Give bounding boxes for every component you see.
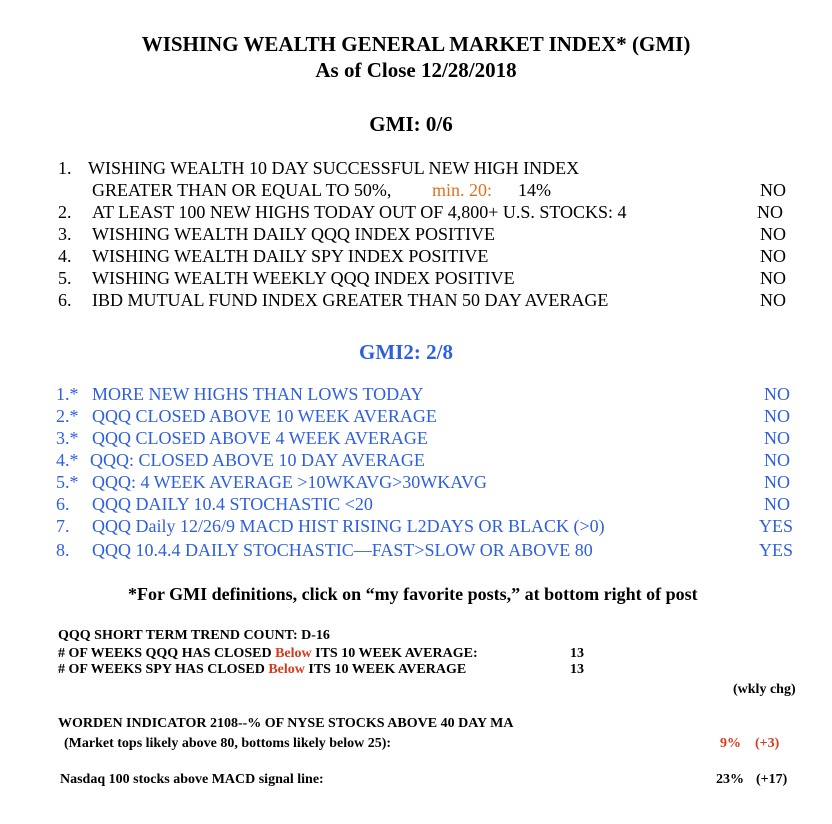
gmi-item-text: WISHING WEALTH DAILY SPY INDEX POSITIVE <box>92 246 489 266</box>
gmi-item-number: 2. <box>58 202 72 222</box>
gmi2-item-8 <box>0 540 832 562</box>
spy-weeks-below-line <box>58 662 466 678</box>
gmi2-item-value: NO <box>764 384 790 404</box>
gmi2-item-value: NO <box>764 450 790 470</box>
gmi-item-text: WISHING WEALTH WEEKLY QQQ INDEX POSITIVE <box>92 268 515 288</box>
gmi2-item-text: QQQ DAILY 10.4 STOCHASTIC <20 <box>92 494 373 514</box>
gmi2-item-value: YES <box>759 540 794 560</box>
gmi2-item-value: NO <box>764 494 790 514</box>
gmi-item-5 <box>0 268 832 290</box>
qqq-below-word: Below <box>275 646 312 661</box>
spy-weeks-suffix: ITS 10 WEEK AVERAGE <box>308 662 467 677</box>
gmi-item-number: 1. <box>58 158 72 178</box>
gmi-item-3 <box>0 224 832 246</box>
gmi2-item-5 <box>0 472 832 494</box>
gmi-item-4 <box>0 246 832 268</box>
gmi-score: GMI: 0/6 <box>369 112 453 136</box>
short-term-trend-count: QQQ SHORT TERM TREND COUNT: D-16 <box>58 628 330 643</box>
gmi2-item-text: QQQ: CLOSED ABOVE 10 DAY AVERAGE <box>90 450 425 470</box>
gmi2-item-number: 4.* <box>56 450 79 470</box>
worden-indicator-change: (+3) <box>755 736 780 751</box>
qqq-weeks-label: # OF WEEKS QQQ HAS CLOSED <box>58 646 272 661</box>
gmi2-score: GMI2: 2/8 <box>359 340 453 364</box>
gmi-item-text: IBD MUTUAL FUND INDEX GREATER THAN 50 DAY AVERAGE <box>92 290 609 310</box>
spy-below-word: Below <box>268 662 305 677</box>
gmi-item-value: NO <box>760 290 786 310</box>
nasdaq-macd-change: (+17) <box>756 772 788 787</box>
page-title: WISHING WEALTH GENERAL MARKET INDEX* (GMI) <box>141 32 691 56</box>
gmi2-item-4 <box>0 450 832 472</box>
gmi2-item-number: 2.* <box>56 406 79 426</box>
gmi2-item-number: 5.* <box>56 472 79 492</box>
gmi2-item-number: 6. <box>56 494 70 514</box>
page-subtitle: As of Close 12/28/2018 <box>315 58 517 82</box>
gmi-item-6 <box>0 290 832 312</box>
gmi-item-min-label: min. 20: <box>432 180 493 200</box>
gmi-item-text: GREATER THAN OR EQUAL TO 50%, <box>92 180 392 200</box>
gmi-item-text: AT LEAST 100 NEW HIGHS TODAY OUT OF 4,800+ U.S. STOCKS: 4 <box>92 202 627 222</box>
worden-indicator-title: WORDEN INDICATOR 2108--% OF NYSE STOCKS ABOVE 40 DAY MA <box>58 716 514 731</box>
gmi2-item-1 <box>0 384 832 406</box>
gmi-item-value: NO <box>760 180 786 200</box>
gmi2-item-number: 1.* <box>56 384 79 404</box>
gmi2-item-text: QQQ CLOSED ABOVE 4 WEEK AVERAGE <box>92 428 428 448</box>
gmi-item-2 <box>0 202 832 224</box>
gmi2-item-value: NO <box>764 472 790 492</box>
definitions-note: *For GMI definitions, click on “my favorite posts,” at bottom right of post <box>128 584 698 604</box>
gmi2-item-text: QQQ CLOSED ABOVE 10 WEEK AVERAGE <box>92 406 437 426</box>
gmi2-item-7 <box>0 516 832 538</box>
gmi2-item-number: 8. <box>56 540 70 560</box>
gmi2-item-text: QQQ 10.4.4 DAILY STOCHASTIC—FAST>SLOW OR ABOVE 80 <box>92 540 593 560</box>
gmi-item-text: WISHING WEALTH DAILY QQQ INDEX POSITIVE <box>92 224 495 244</box>
worden-indicator-value: 9% <box>720 736 741 751</box>
gmi-item-value: NO <box>760 268 786 288</box>
weekly-change-header: (wkly chg) <box>733 682 796 697</box>
gmi2-item-text: QQQ Daily 12/26/9 MACD HIST RISING L2DAYS OR BLACK (>0) <box>92 516 605 536</box>
nasdaq-macd-label: Nasdaq 100 stocks above MACD signal line: <box>60 772 324 787</box>
qqq-weeks-value: 13 <box>570 646 584 661</box>
gmi-item-number: 5. <box>58 268 72 288</box>
spy-weeks-value: 13 <box>570 662 584 677</box>
gmi2-item-value: NO <box>764 406 790 426</box>
worden-indicator-subtitle: (Market tops likely above 80, bottoms likely below 25): <box>64 736 392 751</box>
gmi2-item-number: 7. <box>56 516 70 536</box>
spy-weeks-label: # OF WEEKS SPY HAS CLOSED <box>58 662 265 677</box>
gmi-item-value: NO <box>760 224 786 244</box>
gmi2-item-text: MORE NEW HIGHS THAN LOWS TODAY <box>92 384 424 404</box>
gmi2-item-text: QQQ: 4 WEEK AVERAGE >10WKAVG>30WKAVG <box>92 472 487 492</box>
gmi2-item-value: YES <box>759 516 794 536</box>
gmi-item-text: WISHING WEALTH 10 DAY SUCCESSFUL NEW HIGH INDEX <box>88 158 580 178</box>
gmi-item-value: NO <box>757 202 783 222</box>
gmi2-item-3 <box>0 428 832 450</box>
qqq-weeks-below-line <box>58 646 478 662</box>
gmi-item-1 <box>0 158 832 180</box>
gmi-item-value: NO <box>760 246 786 266</box>
nasdaq-macd-value: 23% <box>716 772 744 787</box>
gmi-item-inline-value: 14% <box>518 180 551 200</box>
gmi2-item-2 <box>0 406 832 428</box>
gmi2-item-value: NO <box>764 428 790 448</box>
gmi2-item-6 <box>0 494 832 516</box>
gmi2-item-number: 3.* <box>56 428 79 448</box>
gmi-item-1-continued <box>0 180 832 202</box>
gmi-item-number: 4. <box>58 246 72 266</box>
gmi-item-number: 3. <box>58 224 72 244</box>
qqq-weeks-suffix: ITS 10 WEEK AVERAGE: <box>315 646 478 661</box>
gmi-item-number: 6. <box>58 290 72 310</box>
